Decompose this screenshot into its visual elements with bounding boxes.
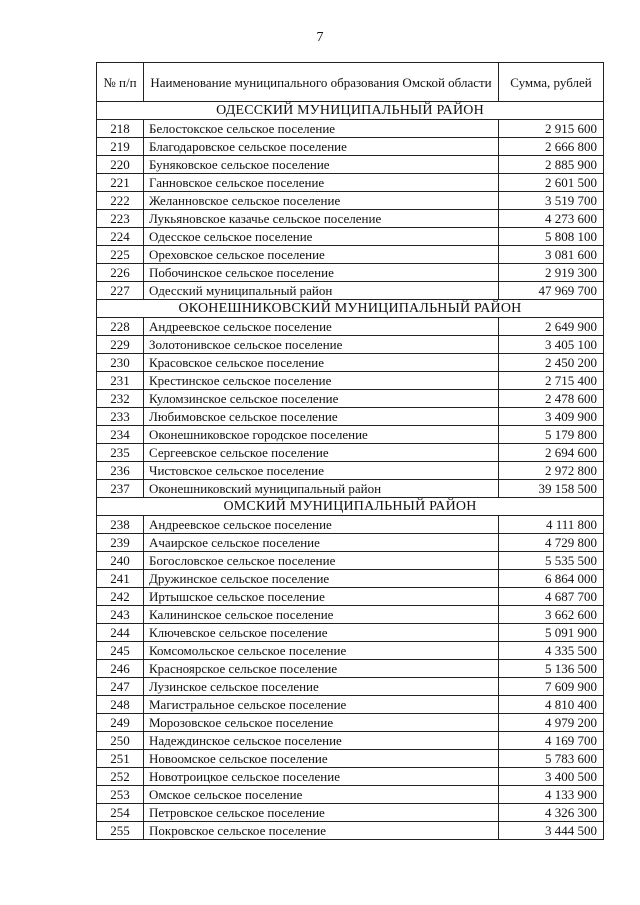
row-number: 234 — [97, 426, 144, 444]
row-number: 232 — [97, 390, 144, 408]
table-row — [97, 264, 604, 282]
section-row — [97, 498, 604, 516]
row-name: Красноярское сельское поселение — [144, 660, 499, 678]
row-sum: 5 179 800 — [499, 426, 604, 444]
row-name: Оконешниковское городское поселение — [144, 426, 499, 444]
row-sum: 2 694 600 — [499, 444, 604, 462]
section-row — [97, 300, 604, 318]
row-number: 230 — [97, 354, 144, 372]
row-sum: 3 519 700 — [499, 192, 604, 210]
row-sum: 4 273 600 — [499, 210, 604, 228]
row-number: 246 — [97, 660, 144, 678]
row-sum: 5 091 900 — [499, 624, 604, 642]
row-number: 241 — [97, 570, 144, 588]
row-name: Надеждинское сельское поселение — [144, 732, 499, 750]
row-number: 249 — [97, 714, 144, 732]
row-name: Иртышское сельское поселение — [144, 588, 499, 606]
row-number: 222 — [97, 192, 144, 210]
row-number: 237 — [97, 480, 144, 498]
table-row — [97, 156, 604, 174]
row-number: 235 — [97, 444, 144, 462]
row-name: Благодаровское сельское поселение — [144, 138, 499, 156]
row-number: 253 — [97, 786, 144, 804]
row-sum: 2 601 500 — [499, 174, 604, 192]
table-row — [97, 516, 604, 534]
row-name: Петровское сельское поселение — [144, 804, 499, 822]
row-number: 219 — [97, 138, 144, 156]
table-row — [97, 282, 604, 300]
table-row — [97, 552, 604, 570]
row-name: Одесское сельское поселение — [144, 228, 499, 246]
row-number: 255 — [97, 822, 144, 840]
row-number: 248 — [97, 696, 144, 714]
section-title: ОДЕССКИЙ МУНИЦИПАЛЬНЫЙ РАЙОН — [97, 102, 604, 120]
row-number: 231 — [97, 372, 144, 390]
row-number: 226 — [97, 264, 144, 282]
table-row — [97, 408, 604, 426]
row-name: Богословское сельское поселение — [144, 552, 499, 570]
row-sum: 3 444 500 — [499, 822, 604, 840]
row-sum: 2 715 400 — [499, 372, 604, 390]
row-name: Оконешниковский муниципальный район — [144, 480, 499, 498]
row-sum: 3 409 900 — [499, 408, 604, 426]
row-sum: 4 133 900 — [499, 786, 604, 804]
table-row — [97, 318, 604, 336]
row-name: Омское сельское поселение — [144, 786, 499, 804]
row-sum: 2 478 600 — [499, 390, 604, 408]
row-name: Красовское сельское поселение — [144, 354, 499, 372]
row-name: Морозовское сельское поселение — [144, 714, 499, 732]
table-row — [97, 714, 604, 732]
header-name: Наименование муниципального образования Омской области — [144, 63, 499, 102]
row-sum: 7 609 900 — [499, 678, 604, 696]
row-sum: 2 450 200 — [499, 354, 604, 372]
row-sum: 6 864 000 — [499, 570, 604, 588]
row-name: Крестинское сельское поселение — [144, 372, 499, 390]
row-name: Андреевское сельское поселение — [144, 318, 499, 336]
row-number: 242 — [97, 588, 144, 606]
table-row — [97, 336, 604, 354]
row-number: 243 — [97, 606, 144, 624]
table-row — [97, 750, 604, 768]
header-number: № п/п — [97, 63, 144, 102]
section-row — [97, 102, 604, 120]
row-name: Новоомское сельское поселение — [144, 750, 499, 768]
table-row — [97, 570, 604, 588]
row-name: Буняковское сельское поселение — [144, 156, 499, 174]
row-sum: 2 919 300 — [499, 264, 604, 282]
row-sum: 4 169 700 — [499, 732, 604, 750]
row-sum: 4 335 500 — [499, 642, 604, 660]
section-title: ОКОНЕШНИКОВСКИЙ МУНИЦИПАЛЬНЫЙ РАЙОН — [97, 300, 604, 318]
row-sum: 2 885 900 — [499, 156, 604, 174]
table-body — [97, 102, 604, 840]
table-row — [97, 120, 604, 138]
table-row — [97, 732, 604, 750]
row-name: Любимовское сельское поселение — [144, 408, 499, 426]
row-name: Сергеевское сельское поселение — [144, 444, 499, 462]
row-name: Ореховское сельское поселение — [144, 246, 499, 264]
table-row — [97, 138, 604, 156]
row-name: Дружинское сельское поселение — [144, 570, 499, 588]
row-number: 220 — [97, 156, 144, 174]
row-name: Желанновское сельское поселение — [144, 192, 499, 210]
budget-table — [96, 62, 604, 840]
row-number: 254 — [97, 804, 144, 822]
row-sum: 3 662 600 — [499, 606, 604, 624]
row-name: Магистральное сельское поселение — [144, 696, 499, 714]
row-sum: 4 979 200 — [499, 714, 604, 732]
row-name: Комсомольское сельское поселение — [144, 642, 499, 660]
table-row — [97, 624, 604, 642]
table-row — [97, 588, 604, 606]
table-row — [97, 660, 604, 678]
table-row — [97, 246, 604, 264]
table-row — [97, 804, 604, 822]
row-sum: 39 158 500 — [499, 480, 604, 498]
row-number: 244 — [97, 624, 144, 642]
table-row — [97, 372, 604, 390]
row-sum: 5 136 500 — [499, 660, 604, 678]
row-sum: 4 729 800 — [499, 534, 604, 552]
row-number: 247 — [97, 678, 144, 696]
table-row — [97, 462, 604, 480]
table-row — [97, 606, 604, 624]
table-row — [97, 534, 604, 552]
table-row — [97, 768, 604, 786]
row-name: Ганновское сельское поселение — [144, 174, 499, 192]
row-sum: 5 535 500 — [499, 552, 604, 570]
row-sum: 4 326 300 — [499, 804, 604, 822]
section-title: ОМСКИЙ МУНИЦИПАЛЬНЫЙ РАЙОН — [97, 498, 604, 516]
row-sum: 5 808 100 — [499, 228, 604, 246]
row-name: Ачаирское сельское поселение — [144, 534, 499, 552]
table-row — [97, 786, 604, 804]
row-name: Побочинское сельское поселение — [144, 264, 499, 282]
table-row — [97, 228, 604, 246]
table-row — [97, 390, 604, 408]
row-number: 239 — [97, 534, 144, 552]
row-sum: 5 783 600 — [499, 750, 604, 768]
row-number: 228 — [97, 318, 144, 336]
table-row — [97, 174, 604, 192]
row-number: 223 — [97, 210, 144, 228]
row-number: 227 — [97, 282, 144, 300]
table-row — [97, 192, 604, 210]
row-number: 252 — [97, 768, 144, 786]
row-sum: 2 915 600 — [499, 120, 604, 138]
row-sum: 4 111 800 — [499, 516, 604, 534]
table-header-row — [97, 63, 604, 102]
row-sum: 47 969 700 — [499, 282, 604, 300]
row-sum: 3 081 600 — [499, 246, 604, 264]
page-number: 7 — [316, 30, 324, 45]
table-row — [97, 354, 604, 372]
row-number: 221 — [97, 174, 144, 192]
row-number: 224 — [97, 228, 144, 246]
row-name: Золотонивское сельское поселение — [144, 336, 499, 354]
row-sum: 3 400 500 — [499, 768, 604, 786]
row-number: 225 — [97, 246, 144, 264]
header-sum: Сумма, рублей — [499, 63, 604, 102]
row-name: Чистовское сельское поселение — [144, 462, 499, 480]
row-name: Белостокское сельское поселение — [144, 120, 499, 138]
row-number: 250 — [97, 732, 144, 750]
row-number: 229 — [97, 336, 144, 354]
table-row — [97, 480, 604, 498]
row-number: 218 — [97, 120, 144, 138]
table-row — [97, 642, 604, 660]
row-number: 245 — [97, 642, 144, 660]
table-row — [97, 696, 604, 714]
row-name: Новотроицкое сельское поселение — [144, 768, 499, 786]
row-name: Лукьяновское казачье сельское поселение — [144, 210, 499, 228]
row-sum: 3 405 100 — [499, 336, 604, 354]
row-number: 238 — [97, 516, 144, 534]
row-number: 251 — [97, 750, 144, 768]
row-name: Куломзинское сельское поселение — [144, 390, 499, 408]
row-sum: 4 810 400 — [499, 696, 604, 714]
row-sum: 2 666 800 — [499, 138, 604, 156]
row-name: Лузинское сельское поселение — [144, 678, 499, 696]
row-number: 240 — [97, 552, 144, 570]
row-name: Калининское сельское поселение — [144, 606, 499, 624]
table-row — [97, 210, 604, 228]
table-row — [97, 444, 604, 462]
row-sum: 2 972 800 — [499, 462, 604, 480]
row-number: 236 — [97, 462, 144, 480]
table-row — [97, 426, 604, 444]
row-sum: 2 649 900 — [499, 318, 604, 336]
row-name: Одесский муниципальный район — [144, 282, 499, 300]
table-row — [97, 822, 604, 840]
row-name: Покровское сельское поселение — [144, 822, 499, 840]
row-name: Андреевское сельское поселение — [144, 516, 499, 534]
row-number: 233 — [97, 408, 144, 426]
row-name: Ключевское сельское поселение — [144, 624, 499, 642]
table-row — [97, 678, 604, 696]
row-sum: 4 687 700 — [499, 588, 604, 606]
